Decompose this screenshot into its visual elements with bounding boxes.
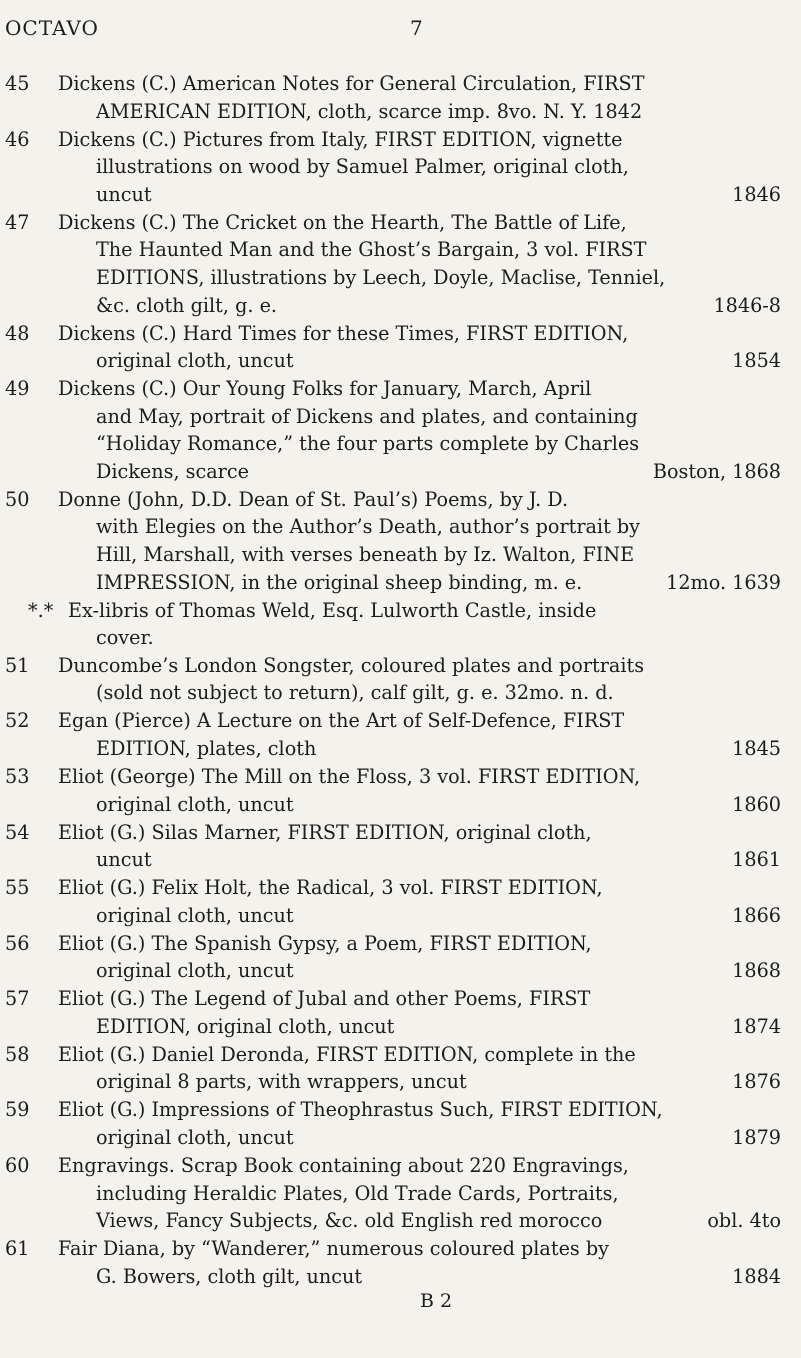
catalogue-entry [0,874,781,929]
entry-line [58,1152,781,1180]
entry-line [58,541,781,569]
lot-number: 56 [5,931,30,955]
entry-line [58,902,781,930]
entry-line-text: Eliot (G.) Impressions of Theophrastus Such, FIRST EDITION, [58,1098,663,1122]
entry-line-text: Dickens (C.) American Notes for General Circulation, FIRST [58,72,645,95]
entry-line-text: Eliot (George) The Mill on the Floss, 3 vol. FIRST EDITION, [58,764,641,788]
entry-line-text: Duncombe’s London Songster, coloured plates and portraits [58,653,645,677]
entry-line-text: EDITION, plates, cloth [96,736,317,760]
entry-line [58,70,781,98]
entry-line-text: Eliot (G.) Daniel Deronda, FIRST EDITION, complete in the [58,1042,636,1066]
catalogue-list [0,70,781,1291]
entry-line [58,98,781,126]
catalogue-entry [0,1096,781,1151]
entry-date: 1846 [732,182,781,206]
entry-line [58,679,781,707]
entry-line-text: Dickens (C.) Pictures from Italy, FIRST EDITION, vignette [58,127,623,151]
entry-line-text: EDITION, original cloth, uncut [96,1014,395,1038]
entry-date: 1866 [732,903,781,927]
entry-line-text: with Elegies on the Author’s Death, author’s portrait by [96,515,641,539]
entry-line-text: EDITIONS, illustrations by Leech, Doyle, Maclise, Tenniel, [96,265,666,289]
entry-line-text: Dickens (C.) Hard Times for these Times, FIRST EDITION, [58,321,629,345]
entry-line [58,930,781,958]
entry-line [58,292,781,320]
lot-number: 48 [5,321,30,345]
entry-line-text: AMERICAN EDITION, cloth, scarce imp. 8vo. N. Y. 1842 [96,99,643,123]
lot-number: 58 [5,1042,30,1066]
catalogue-entry [0,1041,781,1096]
catalogue-entry [0,763,781,818]
entry-line [58,707,781,735]
catalogue-entry [0,486,781,596]
entry-line-text: Eliot (G.) Silas Marner, FIRST EDITION, original cloth, [58,820,592,844]
entry-line [58,1207,781,1235]
lot-number: 51 [5,653,30,677]
lot-number: 53 [5,764,30,788]
entry-line-text: original cloth, uncut [96,349,294,373]
page-number: 7 [410,16,423,40]
catalogue-entry [0,70,781,125]
entry-line-text: Eliot (G.) The Legend of Jubal and other Poems, FIRST [58,987,591,1011]
entry-line [58,1180,781,1208]
page-header [0,12,801,42]
entry-line [58,1096,781,1124]
entry-line-text: Dickens, scarce [96,459,249,483]
entry-line-text: Eliot (G.) Felix Holt, the Radical, 3 vol. FIRST EDITION, [58,876,603,900]
entry-line-text: uncut [96,848,152,872]
entry-line [58,1124,781,1152]
catalogue-entry [0,985,781,1040]
entry-line [58,209,781,237]
entry-line-text: Dickens (C.) Our Young Folks for January, March, April [58,377,592,401]
entry-line-text: including Heraldic Plates, Old Trade Cards, Portraits, [96,1181,619,1205]
signature-mark: B 2 [420,1290,453,1312]
entry-line-text: (sold not subject to return), calf gilt, g. e. 32mo. n. d. [96,681,614,705]
entry-line [58,264,781,292]
entry-line-text: and May, portrait of Dickens and plates, and containing [96,404,638,428]
entry-date: Boston, 1868 [652,459,781,483]
entry-line [58,1263,781,1291]
entry-date: 1861 [732,848,781,872]
entry-date: 1854 [732,349,781,373]
entry-date: 1860 [732,792,781,816]
entry-date: 1874 [732,1014,781,1038]
entry-line-text: original cloth, uncut [96,959,294,983]
lot-number: 50 [5,487,30,511]
entry-line-text: Eliot (G.) The Spanish Gypsy, a Poem, FIRST EDITION, [58,931,592,955]
entry-line-text: Views, Fancy Subjects, &c. old English red morocco [96,1209,603,1233]
entry-line [58,486,781,514]
entry-line-text: Hill, Marshall, with verses beneath by Iz. Walton, FINE [96,543,635,567]
entry-date: 1879 [732,1126,781,1150]
entry-date: 1846-8 [713,293,781,317]
entry-line-text: original cloth, uncut [96,792,294,816]
entry-date: 1884 [732,1264,781,1288]
entry-line [58,874,781,902]
entry-line-text: original cloth, uncut [96,1126,294,1150]
catalogue-entry [0,209,781,319]
lot-number: 55 [5,876,30,900]
catalogue-entry [0,1235,781,1290]
lot-number: 52 [5,709,30,733]
catalogue-entry [0,1152,781,1235]
entry-line-text: Fair Diana, by “Wanderer,” numerous coloured plates by [58,1237,610,1261]
entry-line [58,1041,781,1069]
entry-date: obl. 4to [707,1209,781,1233]
catalogue-entry [0,375,781,485]
entry-line [58,430,781,458]
entry-date: 1845 [732,736,781,760]
section-title: OCTAVO [5,16,99,40]
entry-line [58,735,781,763]
entry-date: 1876 [732,1070,781,1094]
entry-line-text: IMPRESSION, in the original sheep binding, m. e. [96,570,583,594]
entry-line-text: G. Bowers, cloth gilt, uncut [96,1264,363,1288]
entry-line-text: “Holiday Romance,” the four parts complete by Charles [96,432,640,456]
entry-line [58,153,781,181]
lot-number: 59 [5,1098,30,1122]
note-line: cover. [96,626,154,650]
lot-number: 54 [5,820,30,844]
asterism-mark: *.* [28,598,54,622]
entry-line-text: Egan (Pierce) A Lecture on the Art of Self-Defence, FIRST [58,709,625,733]
entry-line [58,569,781,597]
catalogue-entry [0,320,781,375]
entry-line [58,320,781,348]
lot-number: 57 [5,987,30,1011]
entry-line [58,1235,781,1263]
entry-line [58,403,781,431]
entry-line [58,819,781,847]
entry-line [58,957,781,985]
entry-line [58,763,781,791]
entry-line [58,181,781,209]
catalogue-entry [0,819,781,874]
entry-line [58,1068,781,1096]
ex-libris-note [0,597,781,652]
entry-line-text: Engravings. Scrap Book containing about 220 Engravings, [58,1154,629,1178]
catalogue-entry [0,126,781,209]
entry-line [58,846,781,874]
entry-line [58,458,781,486]
lot-number: 46 [5,127,30,151]
entry-line [58,1013,781,1041]
lot-number: 61 [5,1237,30,1261]
catalogue-entry [0,652,781,707]
entry-line [58,347,781,375]
entry-line [58,513,781,541]
entry-line [58,126,781,154]
lot-number: 60 [5,1154,30,1178]
entry-date: 12mo. 1639 [666,570,781,594]
entry-line-text: original cloth, uncut [96,903,294,927]
lot-number: 47 [5,210,30,234]
entry-line-text: illustrations on wood by Samuel Palmer, original cloth, [96,155,629,179]
entry-line-text: &c. cloth gilt, g. e. [96,293,278,317]
entry-line-text: Donne (John, D.D. Dean of St. Paul’s) Poems, by J. D. [58,487,569,511]
entry-line [58,652,781,680]
catalogue-entry [0,707,781,762]
entry-line-text: uncut [96,182,152,206]
entry-line [58,791,781,819]
lot-number: 49 [5,377,30,401]
entry-line-text: The Haunted Man and the Ghost’s Bargain, 3 vol. FIRST [96,238,647,262]
entry-line [58,236,781,264]
entry-date: 1868 [732,959,781,983]
lot-number: 45 [5,72,30,95]
entry-line [58,375,781,403]
note-line: Ex-libris of Thomas Weld, Esq. Lulworth Castle, inside [68,598,597,622]
catalogue-entry [0,930,781,985]
entry-line-text: original 8 parts, with wrappers, uncut [96,1070,467,1094]
entry-line [58,985,781,1013]
entry-line-text: Dickens (C.) The Cricket on the Hearth, The Battle of Life, [58,210,627,234]
